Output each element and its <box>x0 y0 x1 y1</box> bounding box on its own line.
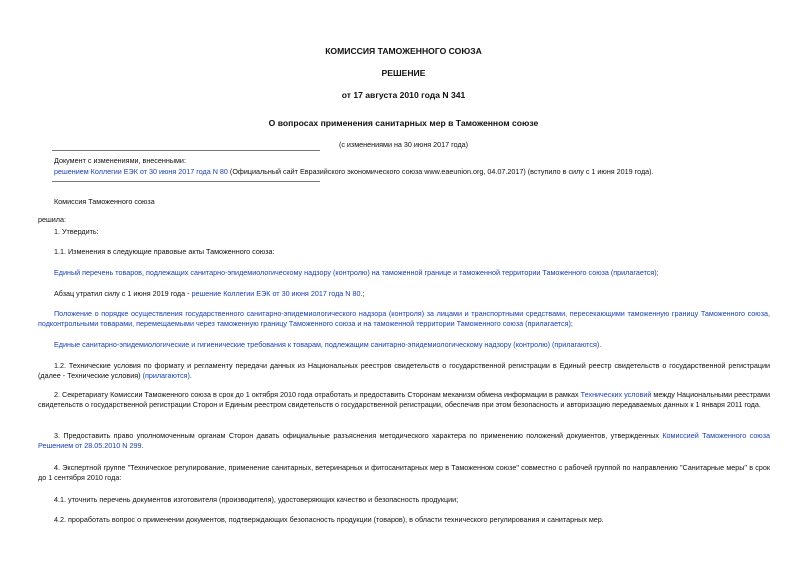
org-heading: КОМИССИЯ ТАМОЖЕННОГО СОЮЗА <box>325 46 482 56</box>
para-2-rest: между Национальными реестрами свидетельств о государственной регистрации Сторон и Единым реестром свидетельств о государственной регистрации, обеспечив при этом безопасность и авторизацию передаваемых данных к 1 января 2011 года. <box>38 390 770 410</box>
abzac-text: Абзац утратил силу с 1 июня 2019 года - <box>54 289 192 298</box>
list-item-regulation[interactable]: Положение о порядке осуществления государственного санитарно-эпидемиологического надзора (контроля) за лицами и транспортными средствами, пересекающими таможенную границу Таможенного союза, подконтрольными товарами, перемещаемыми через таможенную границу Таможенного союза и на таможенной территории Таможенного союза (прилагается); <box>38 309 770 329</box>
document-title: О вопросах применения санитарных мер в Таможенном союзе <box>268 118 539 128</box>
list-item-requirements[interactable]: Единые санитарно-эпидемиологические и гигиенические требования к товарам, подлежащим санитарно-эпидемиологическому надзору (контролю) (прилагаются). <box>54 340 602 349</box>
changes-note: (с изменениями на 30 июня 2017 года) <box>338 140 469 149</box>
para-3 <box>38 431 770 452</box>
para-4-2: 4.2. проработать вопрос о применении документов, подтверждающих безопасность продукции (товаров), в области технического регулирования и санитарных мер. <box>54 515 604 524</box>
amendments-line <box>54 167 654 176</box>
abzac-end: .; <box>360 289 365 298</box>
amendment-link[interactable]: решением Коллегии ЕЭК от 30 июня 2017 года N 80 <box>54 167 228 176</box>
para-1-2-text: 1.2. Технические условия по формату и регламенту передачи данных из Национальных реестров свидетельств о государственной регистрации в Единый реестр свидетельств о государственной регистрации (далее - Технические условия) <box>38 361 770 381</box>
para-1: 1. Утвердить: <box>54 227 99 236</box>
commission-decision-link[interactable]: Комиссией Таможенного союза Решением от 28.05.2010 N 299 <box>38 431 770 451</box>
amendment-details: (Официальный сайт Евразийского экономического союза www.eaeunion.org, 04.07.2017) (вступило в силу с 1 июня 2019 года). <box>227 167 654 176</box>
tech-conditions-link[interactable]: Технических условий <box>580 390 652 399</box>
doc-type-heading: РЕШЕНИЕ <box>381 68 426 78</box>
divider-bottom <box>52 181 320 182</box>
date-number-heading: от 17 августа 2010 года N 341 <box>341 90 466 100</box>
para-4-1: 4.1. уточнить перечень документов изготовителя (производителя), удостоверяющих качество и безопасность продукции; <box>54 495 459 504</box>
para-3-text: 3. Предоставить право уполномоченным органам Сторон давать официальные разъяснения методического характера по применению положений документов, утвержденных <box>54 431 663 440</box>
para-3-end: . <box>141 441 144 451</box>
para-2-text: 2. Секретариату Комиссии Таможенного союза в срок до 1 октября 2010 года отработать и предоставить Сторонам механизм обмена информации в рамках <box>54 390 581 399</box>
list-item-unified-list[interactable]: Единый перечень товаров, подлежащих санитарно-эпидемиологическому надзору (контролю) на таможенной границе и таможенной территории Таможенного союза (прилагается); <box>54 268 659 277</box>
para-1-2-link[interactable]: (прилагаются) <box>142 371 190 381</box>
para-1-2 <box>38 361 770 382</box>
para-4: 4. Экспертной группе "Техническое регулирование, применение санитарных, ветеринарных и фитосанитарных мер в Таможенном союзе" совместно с рабочей группой по направлению "Санитарные меры" в срок до 1 сентября 2010 года: <box>38 463 770 483</box>
commission-text: Комиссия Таможенного союза <box>54 197 155 206</box>
abzac-link[interactable]: решение Коллегии ЕЭК от 30 июня 2017 года N 80 <box>191 289 361 298</box>
para-1-1: 1.1. Изменения в следующие правовые акты Таможенного союза: <box>54 247 275 256</box>
amendments-label: Документ с изменениями, внесенными: <box>54 156 186 165</box>
divider-top <box>52 150 320 151</box>
para-abzac <box>54 289 364 298</box>
decided-text: решила: <box>38 215 66 224</box>
para-1-2-end: . <box>189 371 192 381</box>
para-2 <box>38 390 770 411</box>
